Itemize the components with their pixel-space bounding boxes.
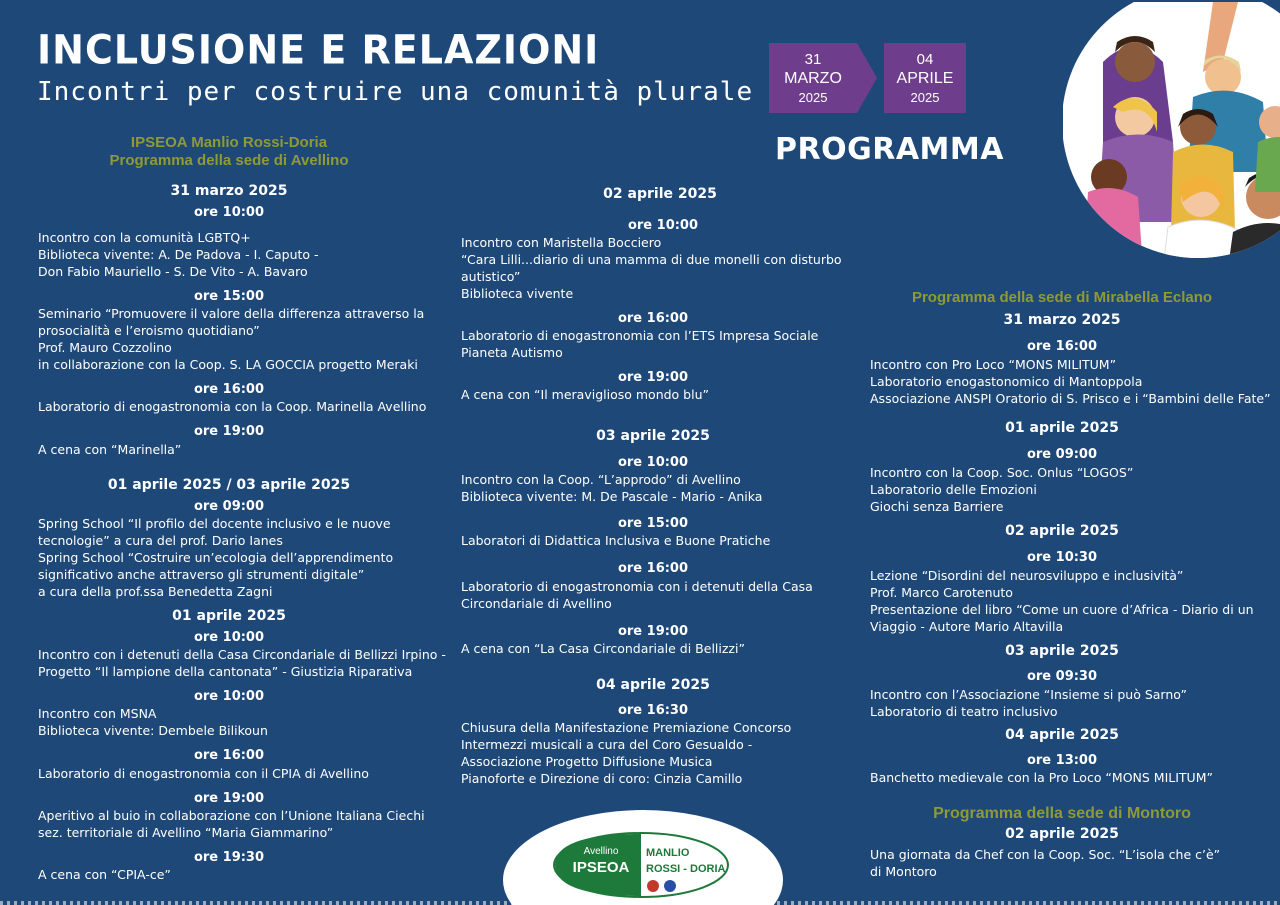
time-heading: ore 10:00 — [627, 218, 699, 233]
time-heading: ore 09:00 — [1026, 447, 1098, 462]
event-line: Incontro con la comunità LGBTQ+ — [38, 230, 251, 245]
event-line: A cena con “Marinella” — [38, 442, 182, 457]
event-line: Laboratorio enogastonomico di Mantoppola — [870, 374, 1143, 389]
event-line: di Montoro — [870, 864, 937, 879]
event-line: Associazione ANSPI Oratorio di S. Prisco e i “Bambini delle Fate” — [870, 391, 1271, 406]
event-line: A cena con “Il meraviglioso mondo blu” — [461, 387, 709, 402]
event-line: Biblioteca vivente: Dembele Bilikoun — [38, 723, 268, 738]
sede-avellino-heading — [110, 134, 349, 170]
poster-title: INCLUSIONE E RELAZIONI — [37, 26, 600, 74]
time-heading: ore 13:00 — [1026, 753, 1098, 768]
date-start-tab — [769, 43, 857, 113]
event-line: “Cara Lilli...diario di una mamma di due monelli con disturbo — [461, 252, 842, 267]
time-heading: ore 09:30 — [1026, 669, 1098, 684]
time-heading: ore 10:00 — [193, 630, 265, 645]
event-line: A cena con “CPIA-ce” — [38, 867, 171, 882]
event-line: Intermezzi musicali a cura del Coro Gesualdo - — [461, 737, 753, 752]
date-start-month: MARZO — [784, 70, 842, 87]
date-heading: 04 aprile 2025 — [1005, 727, 1119, 743]
event-line: Spring School “Il profilo del docente inclusivo e le nuove — [38, 516, 391, 531]
event-line: Banchetto medievale con la Pro Loco “MONS MILITUM” — [870, 770, 1213, 785]
event-line: Incontro con Maristella Bocciero — [461, 235, 662, 250]
logo-city: Avellino — [583, 846, 619, 857]
event-line: Laboratorio di enogastronomia con l’ETS Impresa Sociale — [461, 328, 819, 343]
emblem-icon — [647, 880, 659, 892]
date-heading: 03 aprile 2025 — [596, 428, 710, 444]
sede-avellino-label: Programma della sede di Avellino — [109, 152, 349, 169]
date-heading: 31 marzo 2025 — [170, 183, 288, 199]
event-line: Incontro con Pro Loco “MONS MILITUM” — [870, 357, 1117, 372]
sede-mirabella-heading: Programma della sede di Mirabella Eclano — [911, 289, 1213, 306]
time-heading: ore 16:00 — [617, 311, 689, 326]
event-line: Laboratorio delle Emozioni — [870, 482, 1037, 497]
date-heading: 02 aprile 2025 — [1005, 826, 1119, 842]
event-line: Laboratori di Didattica Inclusiva e Buone Pratiche — [461, 533, 771, 548]
time-heading: ore 10:30 — [1026, 550, 1098, 565]
event-line: Biblioteca vivente — [461, 286, 574, 301]
date-heading: 01 aprile 2025 / 03 aprile 2025 — [107, 477, 351, 493]
school-name: IPSEOA Manlio Rossi-Doria — [130, 134, 328, 151]
sede-montoro-heading: Programma della sede di Montoro — [933, 805, 1191, 822]
event-line: Laboratorio di enogastronomia con il CPIA di Avellino — [38, 766, 369, 781]
date-heading: 31 marzo 2025 — [1003, 312, 1121, 328]
event-line: Spring School “Costruire un’ecologia dell’apprendimento — [38, 550, 394, 565]
event-line: Incontro con l’Associazione “Insieme si può Sarno” — [870, 687, 1187, 702]
time-heading: ore 09:00 — [193, 499, 265, 514]
event-line: Biblioteca vivente: A. De Padova - I. Caputo - — [38, 247, 319, 262]
event-line: significativo anche attraverso gli strumenti digitale” — [38, 567, 365, 582]
event-line: Pianoforte e Direzione di coro: Cinzia Camillo — [461, 771, 743, 786]
time-heading: ore 19:00 — [617, 370, 689, 385]
time-heading: ore 10:00 — [193, 205, 265, 220]
people-illustration-icon — [1063, 2, 1280, 268]
event-line: Presentazione del libro “Come un cuore d’Africa - Diario di un — [870, 602, 1254, 617]
time-heading: ore 16:00 — [193, 382, 265, 397]
event-line: autistico” — [461, 269, 521, 284]
date-end-year: 2025 — [910, 90, 940, 105]
event-line: Viaggio - Autore Mario Altavilla — [870, 619, 1064, 634]
date-start-year: 2025 — [798, 90, 828, 105]
date-start-day: 31 — [804, 51, 822, 68]
school-logo — [553, 832, 729, 898]
event-line: prosocialità e l’eroismo quotidiano” — [38, 323, 260, 338]
poster-subtitle: Incontri per costruire una comunità plurale — [37, 77, 754, 107]
event-line: in collaborazione con la Coop. S. LA GOCCIA progetto Meraki — [38, 357, 418, 372]
programma-heading: PROGRAMMA — [775, 132, 1004, 167]
date-heading: 04 aprile 2025 — [596, 677, 710, 693]
event-line: Associazione Progetto Diffusione Musica — [461, 754, 713, 769]
time-heading: ore 19:30 — [193, 850, 265, 865]
time-heading: ore 15:00 — [193, 289, 265, 304]
date-heading: 01 aprile 2025 — [1005, 420, 1119, 436]
event-line: Pianeta Autismo — [461, 345, 563, 360]
time-heading: ore 15:00 — [617, 516, 689, 531]
event-line: Laboratorio di teatro inclusivo — [870, 704, 1058, 719]
logo-name1: MANLIO — [646, 847, 690, 859]
event-line: Aperitivo al buio in collaborazione con l’Unione Italiana Ciechi — [38, 808, 425, 823]
time-heading: ore 16:00 — [193, 748, 265, 763]
event-line: Incontro con MSNA — [38, 706, 157, 721]
event-line: Progetto “Il lampione della cantonata” - Giustizia Riparativa — [38, 664, 413, 679]
date-heading: 02 aprile 2025 — [603, 186, 717, 202]
time-heading: ore 16:00 — [617, 561, 689, 576]
logo-school: IPSEOA — [572, 859, 630, 876]
event-line: Una giornata da Chef con la Coop. Soc. “L’isola che c’è” — [870, 847, 1221, 862]
bottom-border — [0, 901, 1280, 905]
event-line: Lezione “Disordini del neurosviluppo e inclusività” — [870, 568, 1184, 583]
time-heading: ore 19:00 — [617, 624, 689, 639]
time-heading: ore 19:00 — [193, 791, 265, 806]
event-line: Prof. Marco Carotenuto — [870, 585, 1013, 600]
event-line: Incontro con la Coop. “L’approdo” di Avellino — [461, 472, 741, 487]
event-line: Don Fabio Mauriello - S. De Vito - A. Bavaro — [38, 264, 308, 279]
eu-flag-icon — [664, 880, 676, 892]
event-line: A cena con “La Casa Circondariale di Bellizzi” — [461, 641, 745, 656]
event-line: Biblioteca vivente: M. De Pascale - Mario - Anika — [461, 489, 763, 504]
time-heading: ore 10:00 — [617, 455, 689, 470]
event-line: a cura della prof.ssa Benedetta Zagni — [38, 584, 273, 599]
event-line: Laboratorio di enogastronomia con la Coop. Marinella Avellino — [38, 399, 427, 414]
event-line: sez. territoriale di Avellino “Maria Giammarino” — [38, 825, 334, 840]
event-line: tecnologie” a cura del prof. Dario Ianes — [38, 533, 283, 548]
event-line: Circondariale di Avellino — [461, 596, 612, 611]
time-heading: ore 10:00 — [193, 689, 265, 704]
time-heading: ore 16:00 — [1026, 339, 1098, 354]
event-line: Chiusura della Manifestazione Premiazione Concorso — [461, 720, 792, 735]
event-line: Seminario “Promuovere il valore della differenza attraverso la — [38, 306, 425, 321]
event-line: Giochi senza Barriere — [870, 499, 1004, 514]
time-heading: ore 19:00 — [193, 424, 265, 439]
date-end-tab — [884, 43, 966, 113]
date-heading: 01 aprile 2025 — [172, 608, 286, 624]
time-heading: ore 16:30 — [617, 703, 689, 718]
date-heading: 03 aprile 2025 — [1005, 643, 1119, 659]
event-line: Prof. Mauro Cozzolino — [38, 340, 172, 355]
date-end-day: 04 — [916, 51, 934, 68]
event-line: Laboratorio di enogastronomia con i detenuti della Casa — [461, 579, 813, 594]
date-heading: 02 aprile 2025 — [1005, 523, 1119, 539]
event-line: Incontro con i detenuti della Casa Circondariale di Bellizzi Irpino - — [38, 647, 446, 662]
date-end-month: APRILE — [896, 70, 954, 87]
logo-name2: ROSSI - DORIA — [646, 863, 726, 875]
event-line: Incontro con la Coop. Soc. Onlus “LOGOS” — [870, 465, 1134, 480]
